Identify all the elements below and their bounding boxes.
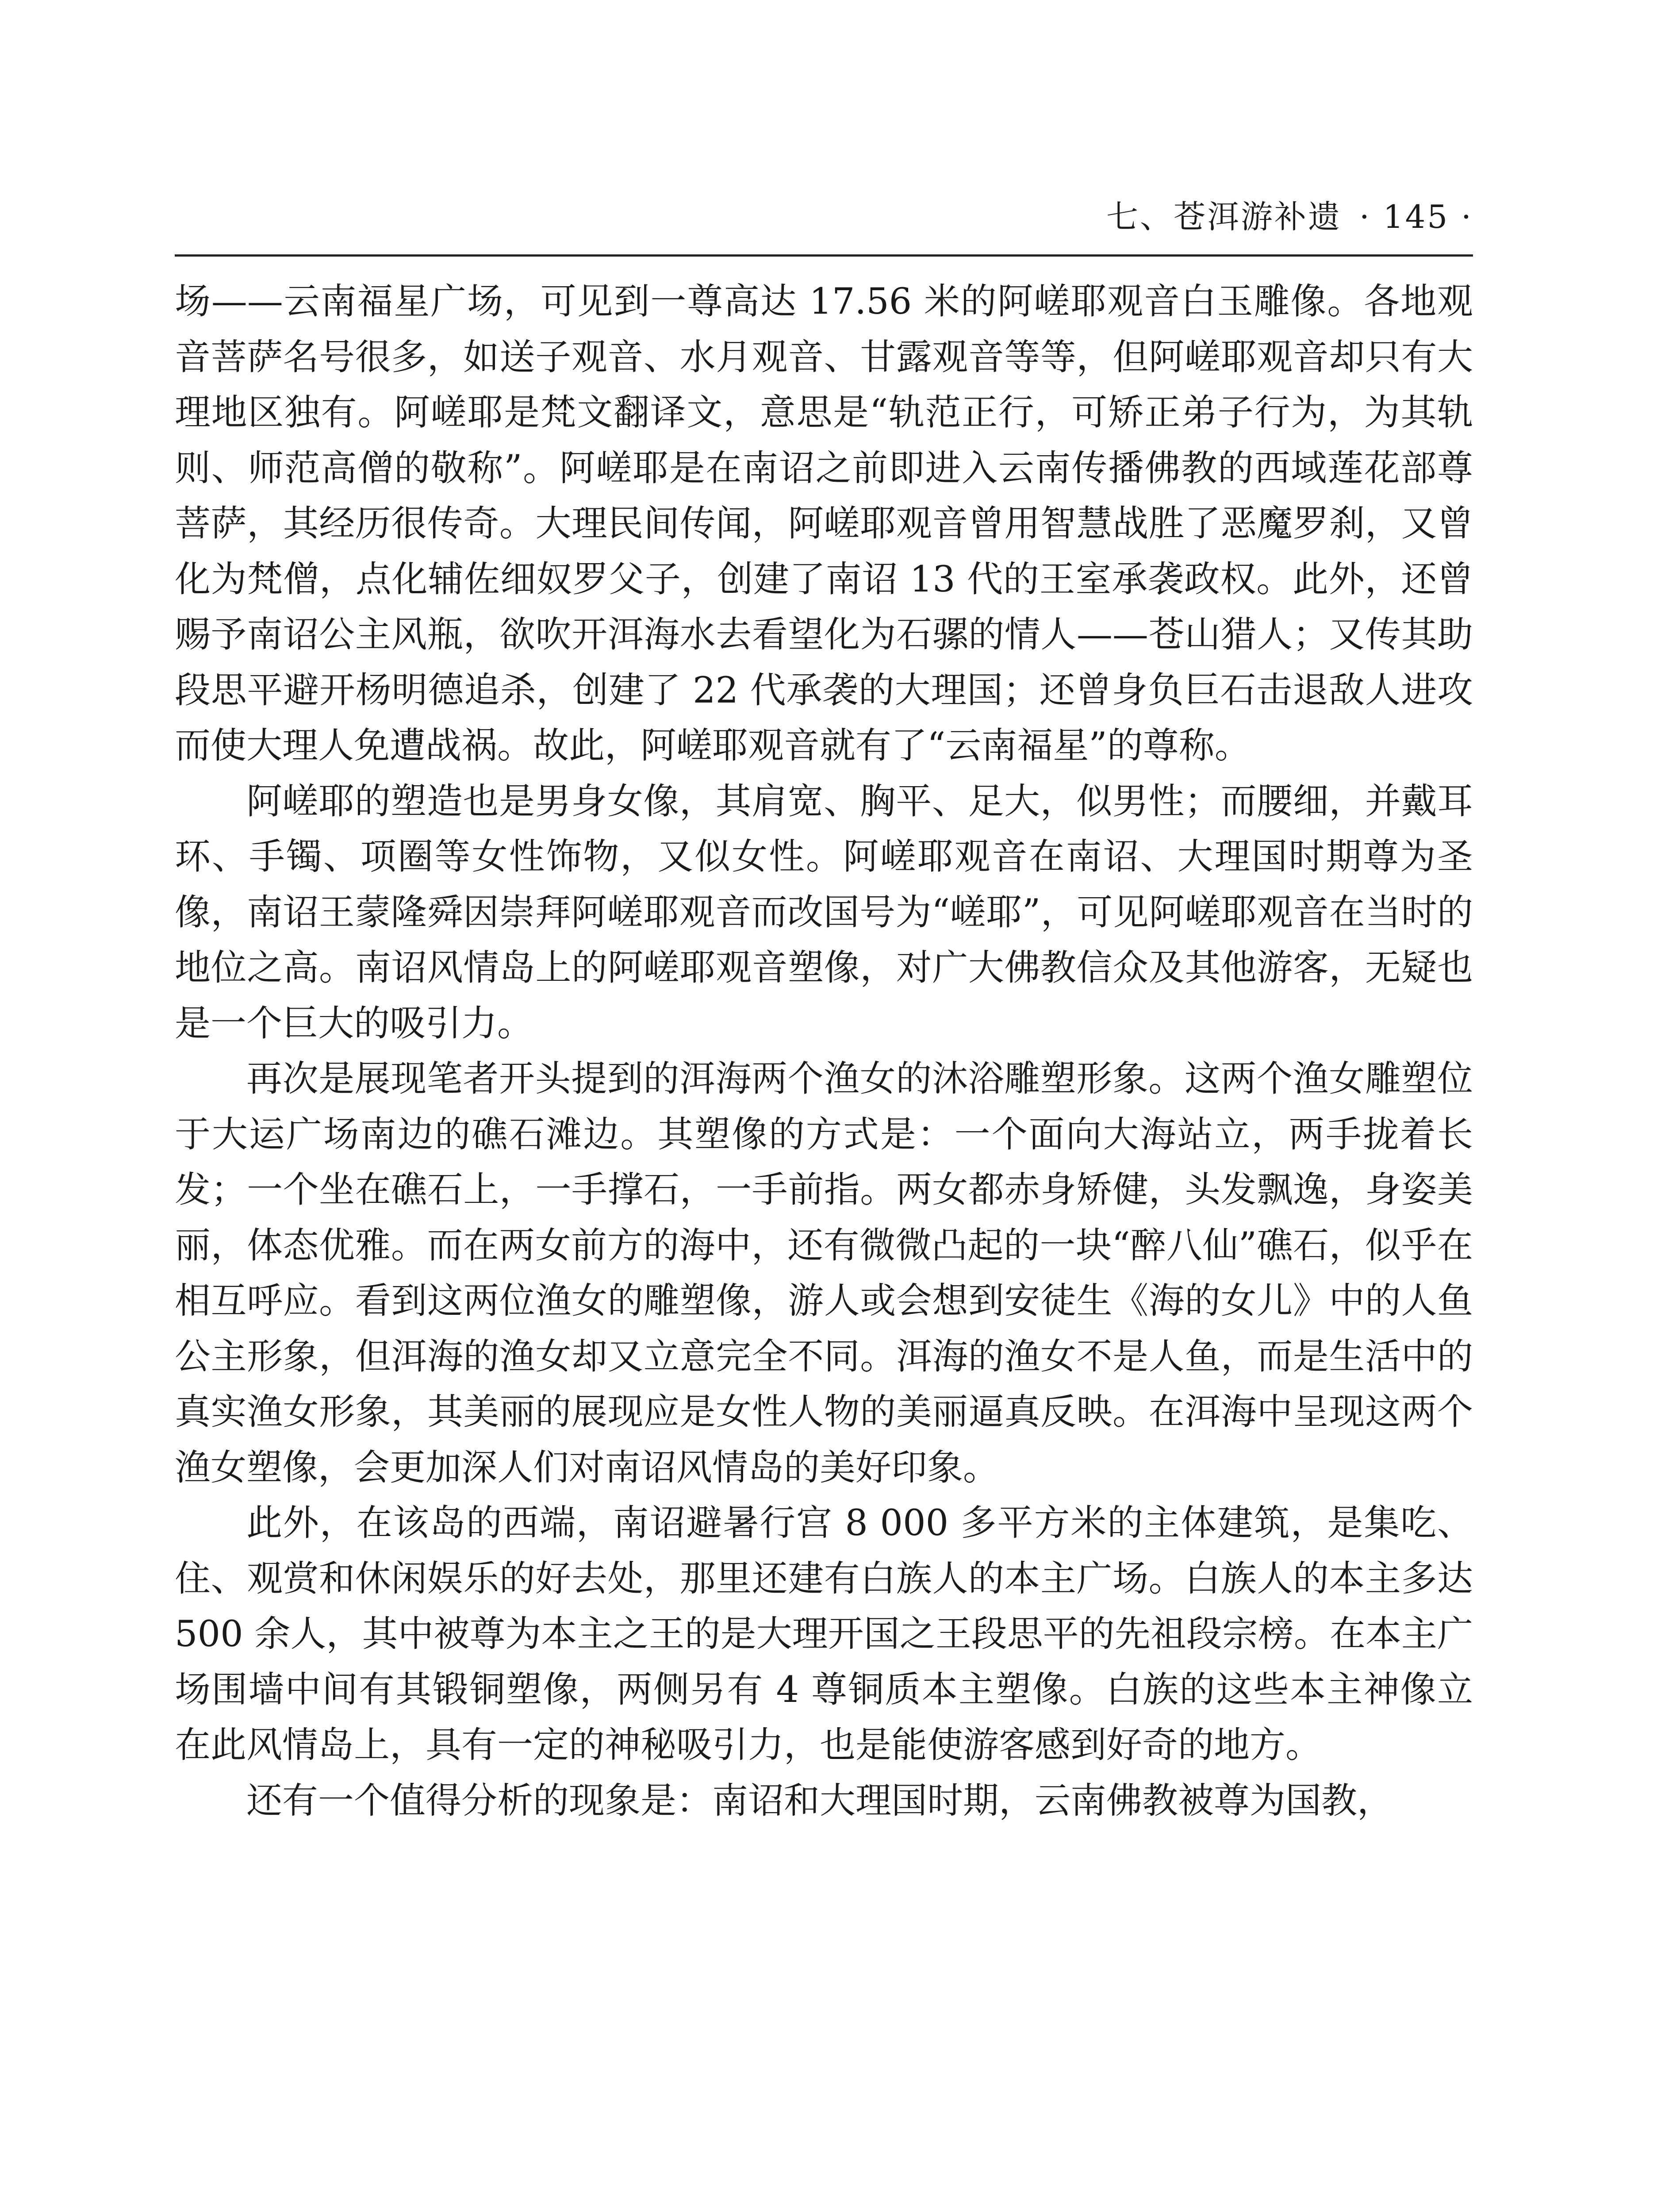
paragraph-1: 场——云南福星广场，可见到一尊高达 17.56 米的阿嵯耶观音白玉雕像。各地观音菩萨名号很多，如送子观音、水月观音、甘露观音等等，但阿嵯耶观音却只有大理地区独有。阿嵯耶是梵文翻译文，意思是“轨范正行，可矫正弟子行为，为其轨则、师范高僧的敬称”。阿嵯耶是在南诏之前即进入云南传播佛教的西域莲花部尊菩萨，其经历很传奇。大理民间传闻，阿嵯耶观音曾用智慧战胜了恶魔罗刹，又曾化为梵僧，点化辅佐细奴罗父子，创建了南诏 13 代的王室承袭政权。此外，还曾赐予南诏公主风瓶，欲吹开洱海水去看望化为石骡的情人——苍山猎人；又传其助段思平避开杨明德追杀，创建了 22 代承袭的大理国；还曾身负巨石击退敌人进攻而使大理人免遭战祸。故此，阿嵯耶观音就有了“云南福星”的尊称。 bbox=[175, 281, 1473, 767]
page-number: · 145 · bbox=[1359, 198, 1473, 235]
header-rule bbox=[175, 254, 1473, 257]
body-text bbox=[175, 274, 1473, 1829]
running-head bbox=[175, 184, 1473, 250]
paragraph-3: 再次是展现笔者开头提到的洱海两个渔女的沐浴雕塑形象。这两个渔女雕塑位于大运广场南边的礁石滩边。其塑像的方式是：一个面向大海站立，两手拢着长发；一个坐在礁石上，一手撑石，一手前指。两女都赤身矫健，头发飘逸，身姿美丽，体态优雅。而在两女前方的海中，还有微微凸起的一块“醉八仙”礁石，似乎在相互呼应。看到这两位渔女的雕塑像，游人或会想到安徒生《海的女儿》中的人鱼公主形象，但洱海的渔女却又立意完全不同。洱海的渔女不是人鱼，而是生活中的真实渔女形象，其美丽的展现应是女性人物的美丽逼真反映。在洱海中呈现这两个渔女塑像，会更加深人们对南诏风情岛的美好印象。 bbox=[175, 1058, 1473, 1489]
paragraph-2: 阿嵯耶的塑造也是男身女像，其肩宽、胸平、足大，似男性；而腰细，并戴耳环、手镯、项圈等女性饰物，又似女性。阿嵯耶观音在南诏、大理国时期尊为圣像，南诏王蒙隆舜因崇拜阿嵯耶观音而改国号为“嵯耶”，可见阿嵯耶观音在当时的地位之高。南诏风情岛上的阿嵯耶观音塑像，对广大佛教信众及其他游客，无疑也是一个巨大的吸引力。 bbox=[175, 780, 1473, 1045]
paragraph-5: 还有一个值得分析的现象是：南诏和大理国时期，云南佛教被尊为国教， bbox=[246, 1780, 1393, 1822]
paragraph-4: 此外，在该岛的西端，南诏避暑行宫 8 000 多平方米的主体建筑，是集吃、住、观赏和休闲娱乐的好去处，那里还建有白族人的本主广场。白族人的本主多达 500 余人，其中被尊为本主之王的是大理开国之王段思平的先祖段宗榜。在本主广场围墙中间有其锻铜塑像，两侧另有 4 尊铜质本主塑像。白族的这些本主神像立在此风情岛上，具有一定的神秘吸引力，也是能使游客感到好奇的地方。 bbox=[175, 1502, 1473, 1766]
chapter-title: 七、苍洱游补遗 bbox=[1106, 198, 1342, 235]
